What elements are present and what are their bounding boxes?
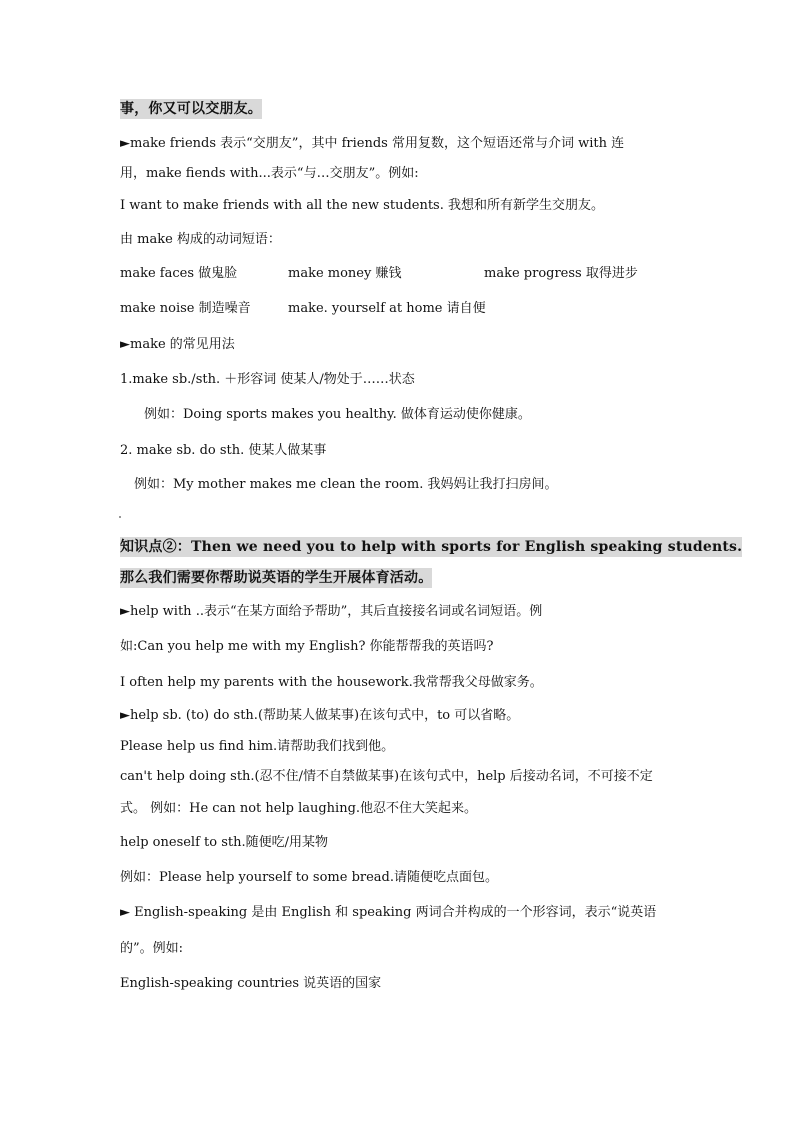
example-help-housework: I often help my parents with the housework.我常帮我父母做家务。 xyxy=(120,675,543,690)
note-help-sb-do-sth: ►help sb. (to) do sth.(帮助某人做某事)在该句式中，to 可以省略。 xyxy=(120,708,520,723)
example-make-friends: I want to make friends with all the new students. 我想和所有新学生交朋友。 xyxy=(120,198,604,213)
example-help-yourself-bread: 例如：Please help yourself to some bread.请随便吃点面包。 xyxy=(120,870,499,885)
usage-2: 2. make sb. do sth. 使某人做某事 xyxy=(120,443,327,458)
note-help-oneself: help oneself to sth.随便吃/用某物 xyxy=(120,835,329,850)
phrase-make-noise: make noise 制造噪音 xyxy=(120,301,251,316)
heading-continuation: 事，你又可以交朋友。 xyxy=(120,101,262,117)
example-cant-help-laughing: 式。 例如：He can not help laughing.他忍不住大笑起来。 xyxy=(120,801,478,816)
phrase-make-faces: make faces 做鬼脸 xyxy=(120,266,238,281)
note-make-friends-line2: 用，make fiends with...表示“与…交朋友”。例如: xyxy=(120,166,419,181)
knowledge-point-2-heading: 知识点②：Then we need you to help with sports for English speaking students. xyxy=(120,539,743,555)
example-english-speaking-countries: English-speaking countries 说英语的国家 xyxy=(120,976,382,991)
example-help-find-him: Please help us find him.请帮助我们找到他。 xyxy=(120,739,395,754)
note-english-speaking-line2: 的”。例如: xyxy=(120,941,184,956)
note-help-with: ►help with ..表示“在某方面给予帮助”，其后直接接名词或名词短语。例 xyxy=(120,604,543,619)
usage-1-example: 例如：Doing sports makes you healthy. 做体育运动使你健康。 xyxy=(144,407,531,422)
phrase-make-money: make money 赚钱 xyxy=(288,266,402,281)
note-cant-help-doing: can't help doing sth.(忍不住/情不自禁做某事)在该句式中，help 后接动名词，不可接不定 xyxy=(120,769,653,784)
usage-1: 1.make sb./sth. ＋形容词 使某人/物处于……状态 xyxy=(120,372,415,387)
stray-mark xyxy=(119,516,121,518)
example-help-with-english: 如:Can you help me with my English? 你能帮帮我的英语吗? xyxy=(120,639,494,654)
phrase-make-progress: make progress 取得进步 xyxy=(484,266,638,281)
phrase-make-yourself-at-home: make. yourself at home 请自便 xyxy=(288,301,486,316)
phrases-intro: 由 make 构成的动词短语： xyxy=(120,232,281,247)
usage-title: ►make 的常见用法 xyxy=(120,337,235,352)
note-make-friends-line1: ►make friends 表示“交朋友”，其中 friends 常用复数，这个短语还常与介词 with 连 xyxy=(120,136,625,151)
knowledge-point-2-translation: 那么我们需要你帮助说英语的学生开展体育活动。 xyxy=(120,570,433,586)
usage-2-example: 例如：My mother makes me clean the room. 我妈妈让我打扫房间。 xyxy=(134,477,558,492)
note-english-speaking-line1: ► English-speaking 是由 English 和 speaking 两词合并构成的一个形容词，表示“说英语 xyxy=(120,905,657,920)
